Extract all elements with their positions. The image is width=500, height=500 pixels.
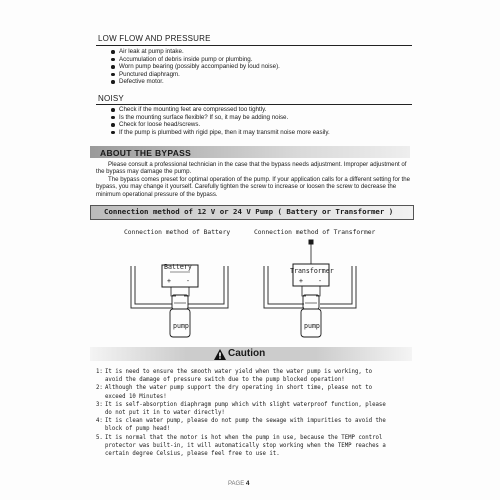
bypass-paragraph-1: Please consult a professional technician in the case that the bypass needs adjustment. Improper adjustment of the bypass may damage the pump. (96, 161, 407, 176)
pump-label-transformer: pump (304, 322, 320, 330)
item-number: 1: (96, 369, 103, 375)
item-text: It is self-absorption diaphragm pump which with slight waterproof function, please do not put it in to water directly! (105, 401, 386, 417)
battery-minus: - (186, 277, 190, 285)
list-item: Check if the mounting feet are compressed too tightly. (110, 106, 330, 114)
list-item: Worn pump bearing (possibly accompanied by loud noise). (110, 63, 280, 71)
plug-icon (309, 240, 313, 244)
battery-diagram-caption: Connection method of Battery (124, 229, 231, 236)
list-item (96, 384, 406, 400)
list-item: Defective motor. (110, 78, 280, 86)
item-text: It is clean water pump, please do not pump the sewage with impurities to avoid the block of pump head! (105, 418, 386, 433)
list-item: If the pump is plumbed with rigid pipe, then it may transmit noise more easily. (110, 129, 330, 137)
item-number: 3: (96, 401, 103, 408)
list-item: Punctured diaphragm. (110, 71, 280, 79)
item-text: It is need to ensure the smooth water yield when the water pump is working, to avoid the damage of pressure switch due to the pump blocked operation! (105, 369, 373, 384)
list-item (96, 368, 406, 384)
section-title-low-flow: LOW FLOW AND PRESSURE (98, 34, 211, 43)
item-number: 4: (96, 418, 103, 425)
item-text: It is normal that the motor is hot when the pump in use, because the TEMP control protector was built-in, it will automatically stop working when the TEMP reaches a certain degree Celsius, please feel free to use it. (105, 434, 386, 458)
item-number: 5. (96, 434, 103, 441)
caution-title: Caution (228, 348, 266, 359)
page-footer (228, 480, 250, 487)
bypass-paragraph-2: The bypass comes preset for optimal operation of the pump. If your application calls for a different setting for the bypass, you may change it yourself. Carefully tighten the screw to increase or loosen the screw to decrease the minimum operational pressure of the bypass. (96, 176, 411, 198)
pump-label-battery: pump (173, 322, 189, 330)
connection-heading: Connection method of 12 V or 24 V Pump ( Battery or Transformer ) (104, 207, 394, 216)
transformer-plus: + (299, 277, 303, 285)
list-item: Accumulation of debris inside pump or plumbing. (110, 56, 280, 64)
battery-label: Battery (164, 263, 192, 271)
battery-plus: + (167, 277, 171, 285)
item-number: 2: (96, 385, 103, 392)
warning-icon (214, 349, 226, 360)
list-item: Air leak at pump intake. (110, 48, 280, 56)
list-item (96, 417, 406, 433)
list-item (96, 434, 406, 459)
caution-list (96, 368, 406, 458)
page-number: 4 (245, 480, 250, 487)
section-title-bypass: ABOUT THE BYPASS (100, 148, 192, 158)
transformer-minus: - (318, 277, 322, 285)
page-mark: PAGE (228, 481, 245, 487)
section-title-noisy: NOISY (98, 94, 124, 103)
transformer-label: Transformer (290, 267, 334, 275)
transformer-diagram-caption: Connection method of Transformer (254, 229, 376, 236)
list-item (96, 401, 406, 417)
list-item: Is the mounting surface flexible? If so, it may be adding noise. (110, 114, 330, 122)
list-item: Check for loose head/screws. (110, 121, 330, 129)
item-text: Although the water pump support the dry operating in short time, please not to exceed 10 Minutes! (105, 385, 373, 400)
caution-heading (90, 347, 412, 361)
